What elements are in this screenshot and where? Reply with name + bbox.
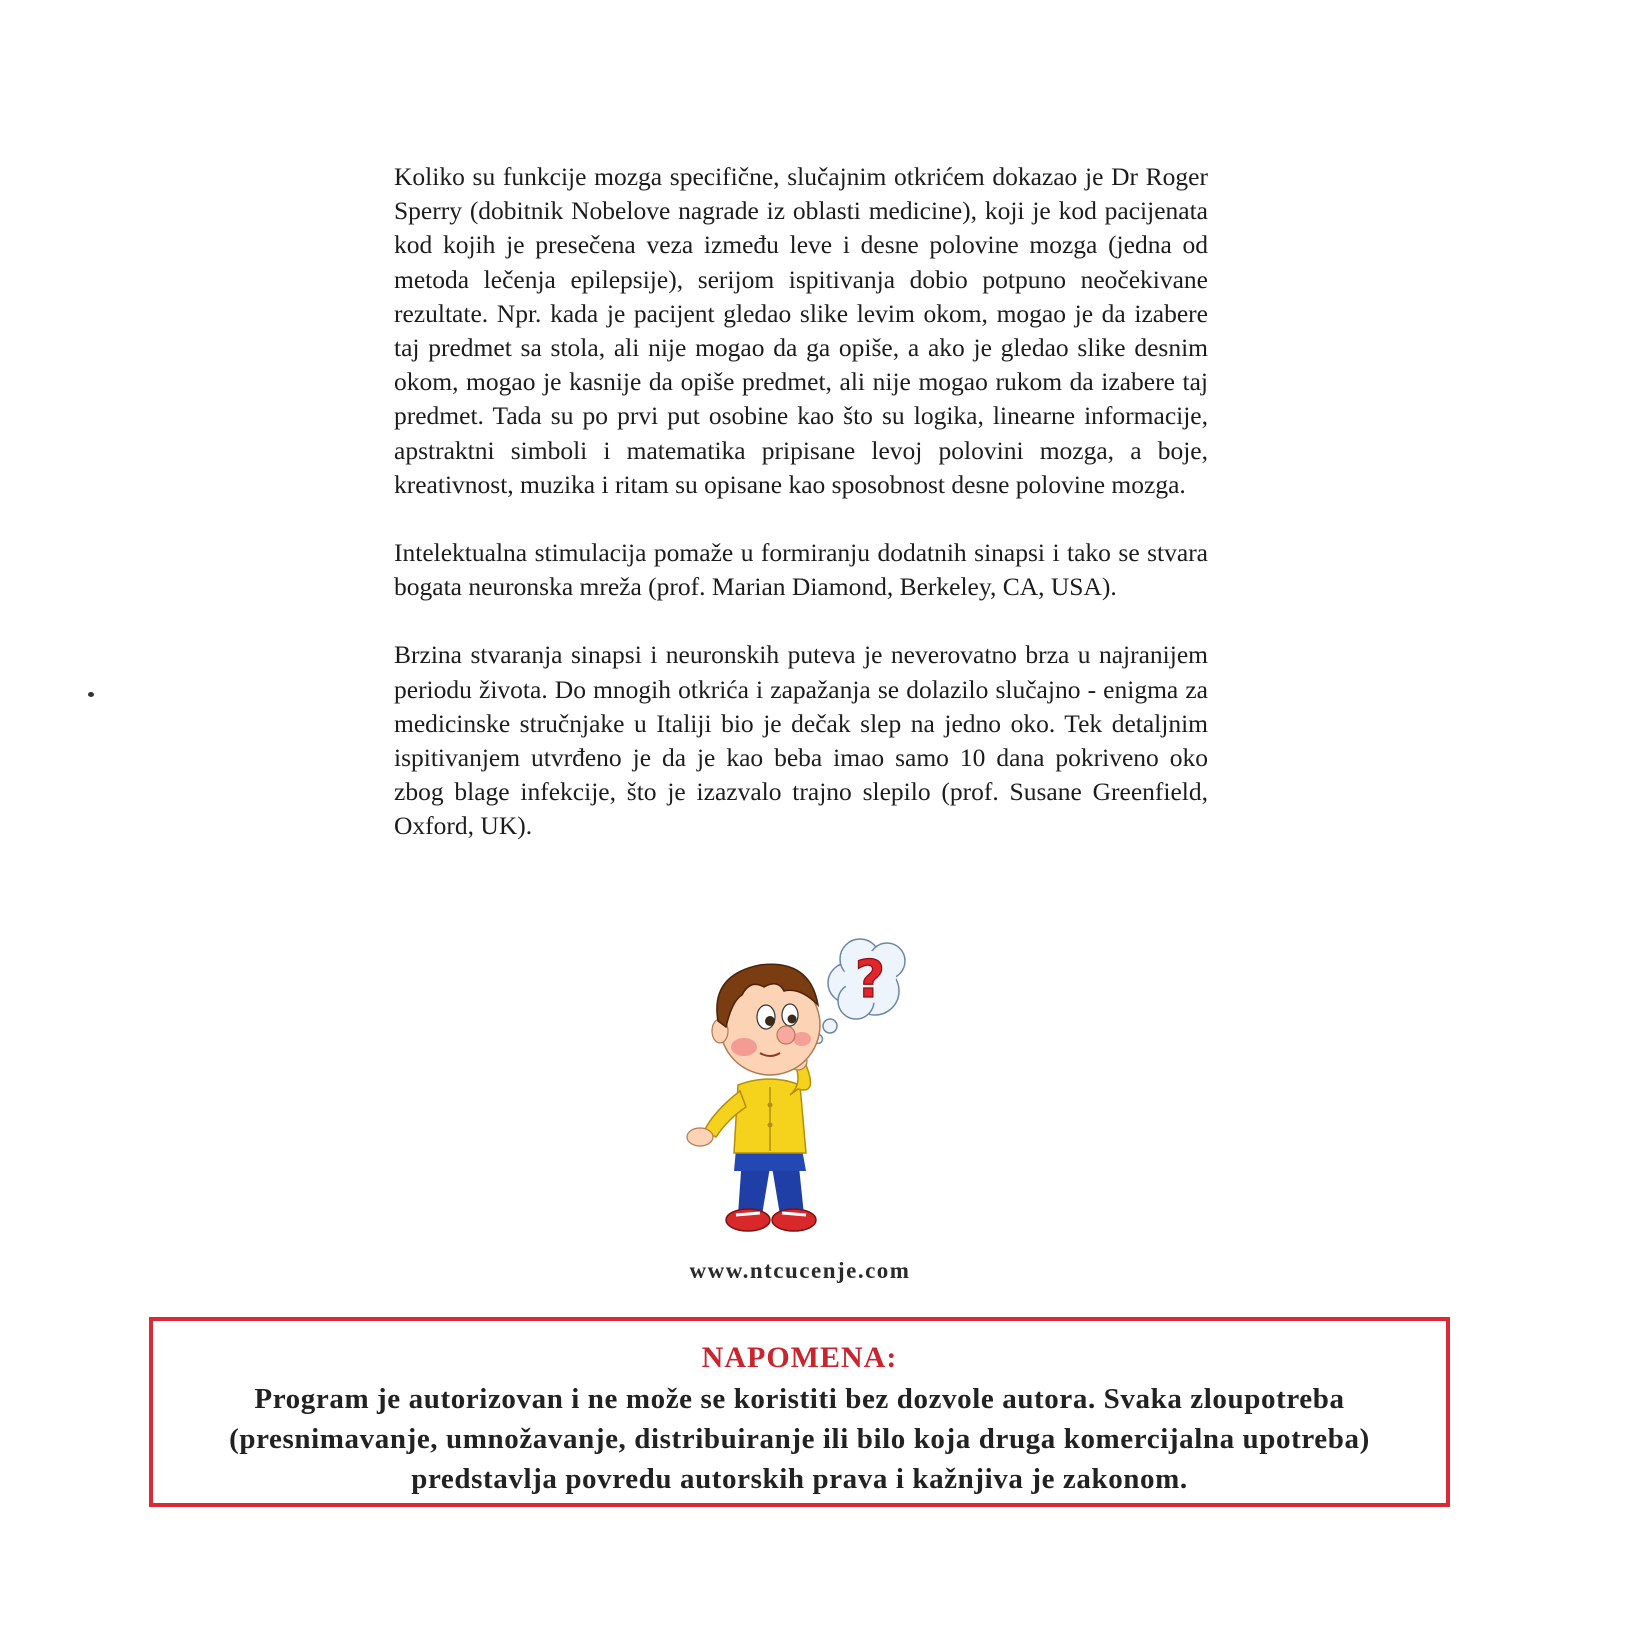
thought-bubble	[814, 939, 906, 1044]
notice-box	[149, 1317, 1450, 1507]
paragraph-sperry: Koliko su funkcije mozga specifične, slučajnim otkrićem dokazao je Dr Roger Sperry (dobitnik Nobelove nagrade iz oblasti medicine), koji je kod pacijenata kod kojih je presečena veza između leve i desne polovine mozga (jedna od metoda lečenja epilepsije), serijom ispitivanja dobio potpuno neočekivane rezultate. Npr. kada je pacijent gledao slike levim okom, mogao je da izabere taj predmet sa stola, ali nije mogao da ga opiše, a ako je gledao slike desnim okom, mogao je kasnije da opiše predmet, ali nije mogao rukom da izabere taj predmet. Tada su po prvi put osobine kao što su logika, linearne informacije, apstraktni simboli i matematika pripisane levoj polovini mozga, a boje, kreativnost, muzika i ritam su opisane kao sposobnost desne polovine mozga.	[394, 162, 1208, 499]
thinking-boy-illustration	[680, 935, 920, 1240]
paragraph-diamond: Intelektualna stimulacija pomaže u formiranju dodatnih sinapsi i tako se stvara bogata neuronska mreža (prof. Marian Diamond, Berkeley, CA, USA).	[394, 538, 1208, 602]
notice-title: NAPOMENA:	[701, 1341, 898, 1374]
scan-speck	[88, 692, 94, 697]
question-mark: ?	[854, 950, 886, 1010]
notice-body: Program je autorizovan i ne može se koristiti bez dozvole autora. Svaka zloupotreba (presnimavanje, umnožavanje, distribuiranje ili bilo koja druga komercijalna upotreba) predstavlja povredu autorskih prava i kažnjiva je zakonom.	[229, 1383, 1370, 1495]
body-text	[394, 160, 1208, 844]
paragraph-greenfield: Brzina stvaranja sinapsi i neuronskih puteva je neverovatno brza u najranijem periodu života. Do mnogih otkrića i zapažanja se dolazilo slučajno - enigma za medicinske stručnjake u Italiji bio je dečak slep na jedno oko. Tek detaljnim ispitivanjem utvrđeno je da je kao beba imao samo 10 dana pokriveno oko zbog blage infekcije, što je izazvalo trajno slepilo (prof. Susane Greenfield, Oxford, UK).	[394, 640, 1208, 841]
website-url: www.ntcucenje.com	[689, 1258, 911, 1283]
